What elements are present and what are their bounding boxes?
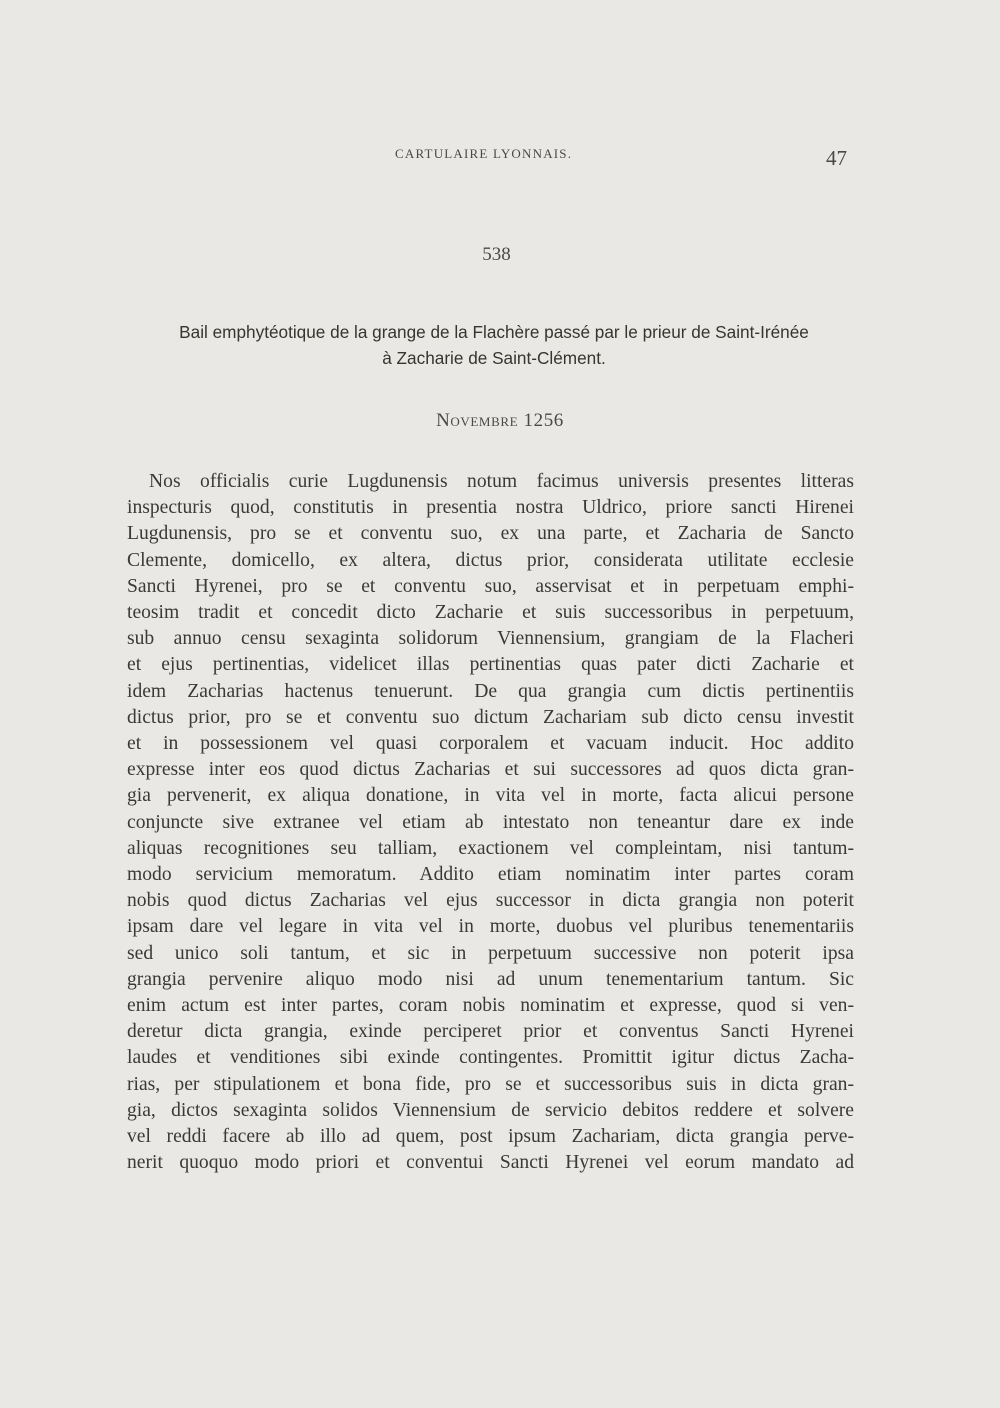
charter-date: Novembre 1256 bbox=[436, 410, 564, 431]
text-line: enim actum est inter partes, coram nobis nominatim et expresse, quod si ven- bbox=[127, 995, 854, 1017]
text-line: dictus prior, pro se et conventu suo dictum Zachariam sub dicto censu investit bbox=[127, 706, 854, 728]
page-number: 47 bbox=[826, 146, 847, 170]
summary-line: Bail emphytéotique de la grange de la Flachère passé par le prieur de Saint-Irénée bbox=[179, 322, 809, 342]
text-line: aliquas recognitiones seu talliam, exactionem vel compleintam, nisi tantum- bbox=[127, 837, 854, 859]
text-line: idem Zacharias hactenus tenuerunt. De qua grangia cum dictis pertinentiis bbox=[127, 680, 854, 702]
text-line: Clemente, domicello, ex altera, dictus prior, considerata utilitate ecclesie bbox=[127, 549, 854, 571]
text-line: nerit quoquo modo priori et conventui Sancti Hyrenei vel eorum mandato ad bbox=[127, 1152, 854, 1174]
text-line: sub annuo censu sexaginta solidorum Viennensium, grangiam de la Flacheri bbox=[127, 628, 854, 650]
text-line: nobis quod dictus Zacharias vel ejus successor in dicta grangia non poterit bbox=[127, 890, 854, 912]
text-line: inspecturis quod, constitutis in presentia nostra Uldrico, priore sancti Hirenei bbox=[127, 497, 854, 519]
charter-text bbox=[127, 469, 854, 1176]
charter-summary bbox=[124, 319, 864, 371]
text-line: rias, per stipulationem et bona fide, pro se et successoribus suis in dicta gran- bbox=[127, 1073, 854, 1095]
charter-number: 538 bbox=[482, 244, 511, 265]
text-line: gia pervenerit, ex aliqua donatione, in vita vel in morte, facta alicui persone bbox=[127, 785, 854, 807]
text-line: laudes et venditiones sibi exinde contingentes. Promittit igitur dictus Zacha- bbox=[127, 1047, 854, 1069]
text-line: gia, dictos sexaginta solidos Viennensium de servicio debitos reddere et solvere bbox=[127, 1099, 854, 1121]
text-line: Lugdunensis, pro se et conventu suo, ex una parte, et Zacharia de Sancto bbox=[127, 523, 854, 545]
text-line: sed unico soli tantum, et sic in perpetuum successive non poterit ipsa bbox=[127, 942, 854, 964]
text-line: et ejus pertinentias, videlicet illas pertinentias quas pater dicti Zacharie et bbox=[127, 654, 854, 676]
text-line: modo servicium memoratum. Addito etiam nominatim inter partes coram bbox=[127, 864, 854, 886]
text-line: Nos officialis curie Lugdunensis notum facimus universis presentes litteras bbox=[149, 471, 854, 492]
text-line: teosim tradit et concedit dicto Zacharie et suis successoribus in perpetuum, bbox=[127, 602, 854, 624]
text-line: vel reddi facere ab illo ad quem, post ipsum Zachariam, dicta grangia perve- bbox=[127, 1126, 854, 1148]
running-title: CARTULAIRE LYONNAIS. bbox=[395, 146, 573, 161]
text-line: Sancti Hyrenei, pro se et conventu suo, asservisat et in perpetuam emphi- bbox=[127, 575, 854, 597]
text-line: ipsam dare vel legare in vita vel in morte, duobus vel pluribus tenementariis bbox=[127, 916, 854, 938]
text-line: et in possessionem vel quasi corporalem et vacuam inducit. Hoc addito bbox=[127, 733, 854, 755]
text-line: deretur dicta grangia, exinde perciperet prior et conventus Sancti Hyrenei bbox=[127, 1021, 854, 1043]
text-line: grangia pervenire aliquo modo nisi ad unum tenementarium tantum. Sic bbox=[127, 968, 854, 990]
text-line: expresse inter eos quod dictus Zacharias et sui successores ad quos dicta gran- bbox=[127, 759, 854, 781]
summary-line: à Zacharie de Saint-Clément. bbox=[382, 348, 606, 368]
text-line: conjuncte sive extranee vel etiam ab intestato non teneantur dare ex inde bbox=[127, 811, 854, 833]
